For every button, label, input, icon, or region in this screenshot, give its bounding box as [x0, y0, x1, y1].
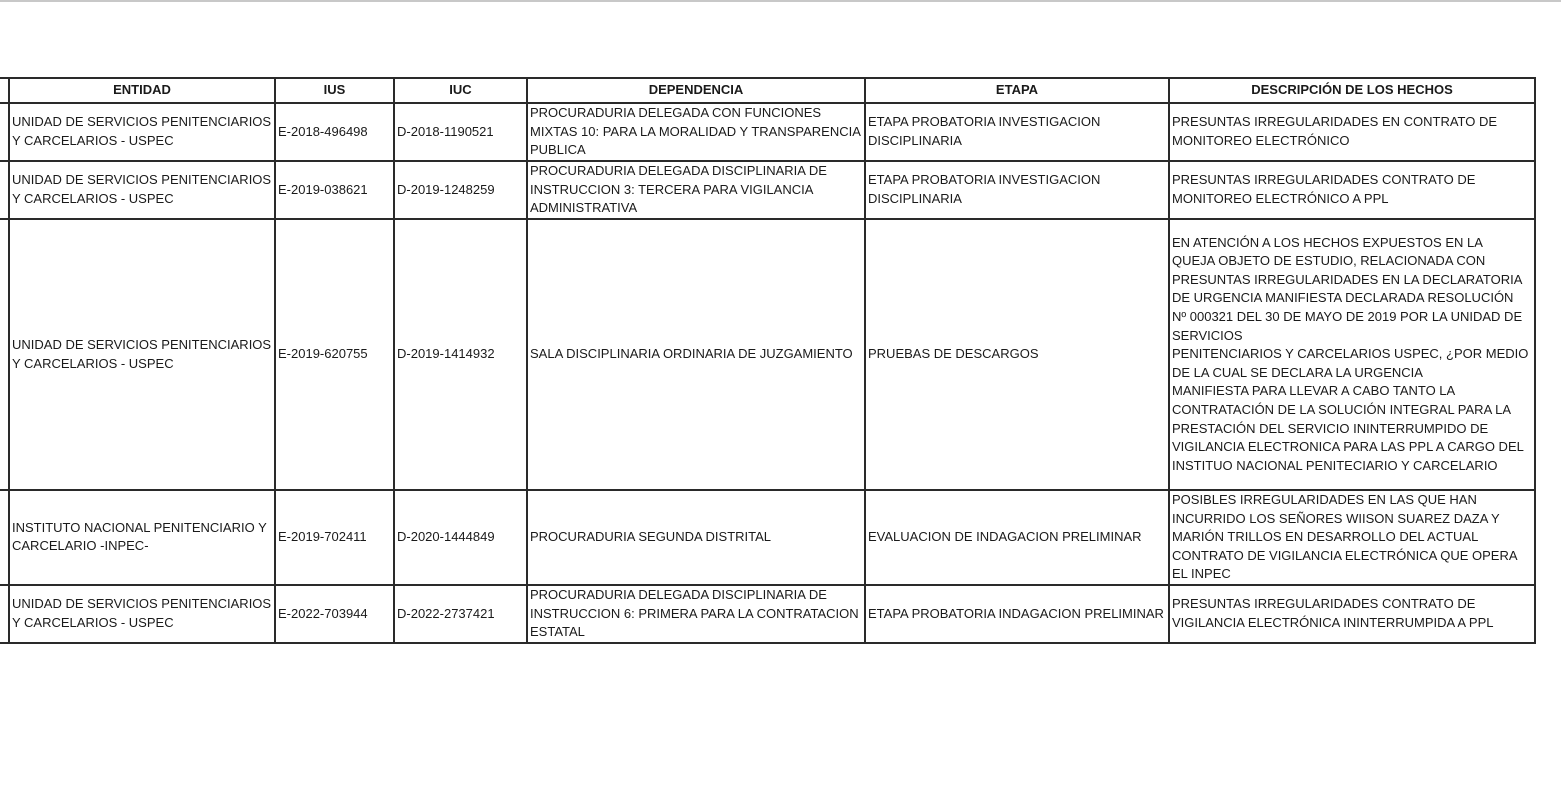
row-stub — [0, 103, 9, 161]
cell-iuc: D-2022-2737421 — [394, 585, 527, 643]
cell-descripcion: PRESUNTAS IRREGULARIDADES CONTRATO DE MONITOREO ELECTRÓNICO A PPL — [1169, 161, 1535, 219]
cell-entidad: UNIDAD DE SERVICIOS PENITENCIARIOS Y CARCELARIOS - USPEC — [9, 585, 275, 643]
cell-descripcion — [1169, 219, 1535, 490]
cell-dependencia: SALA DISCIPLINARIA ORDINARIA DE JUZGAMIENTO — [527, 219, 865, 490]
cell-dependencia: PROCURADURIA SEGUNDA DISTRITAL — [527, 490, 865, 585]
header-dependencia: DEPENDENCIA — [527, 78, 865, 103]
cell-dependencia: PROCURADURIA DELEGADA DISCIPLINARIA DE INSTRUCCION 3: TERCERA PARA VIGILANCIA ADMINISTRATIVA — [527, 161, 865, 219]
cell-ius: E-2019-620755 — [275, 219, 394, 490]
cell-iuc: D-2019-1248259 — [394, 161, 527, 219]
table-header-row — [0, 78, 1535, 103]
cell-descripcion: POSIBLES IRREGULARIDADES EN LAS QUE HAN INCURRIDO LOS SEÑORES WIISON SUAREZ DAZA Y MARIÓN TRILLOS EN DESARROLLO DEL ACTUAL CONTRATO DE VIGILANCIA ELECTRÓNICA QUE OPERA EL INPEC — [1169, 490, 1535, 585]
cell-etapa: EVALUACION DE INDAGACION PRELIMINAR — [865, 490, 1169, 585]
desc-line: EN ATENCIÓN A LOS HECHOS EXPUESTOS EN LA — [1172, 234, 1483, 250]
table-row — [0, 219, 1535, 490]
cell-dependencia: PROCURADURIA DELEGADA DISCIPLINARIA DE INSTRUCCION 6: PRIMERA PARA LA CONTRATACION ESTATAL — [527, 585, 865, 643]
desc-line: INSTITUO NACIONAL PENITECIARIO Y CARCELARIO — [1172, 457, 1498, 473]
cell-ius: E-2019-038621 — [275, 161, 394, 219]
desc-line: MANIFIESTA PARA LLEVAR A CABO TANTO LA — [1172, 383, 1456, 399]
table-row — [0, 103, 1535, 161]
table-row — [0, 585, 1535, 643]
row-stub — [0, 219, 9, 490]
desc-line: PENITENCIARIOS Y CARCELARIOS USPEC, ¿POR MEDIO — [1172, 346, 1529, 362]
cell-ius: E-2018-496498 — [275, 103, 394, 161]
cell-entidad: INSTITUTO NACIONAL PENITENCIARIO Y CARCELARIO -INPEC- — [9, 490, 275, 585]
header-ius: IUS — [275, 78, 394, 103]
desc-line: PRESUNTAS IRREGULARIDADES EN LA DECLARATORIA — [1172, 271, 1523, 287]
cell-etapa: ETAPA PROBATORIA INVESTIGACION DISCIPLINARIA — [865, 103, 1169, 161]
header-entidad: ENTIDAD — [9, 78, 275, 103]
table-row — [0, 490, 1535, 585]
cell-iuc: D-2018-1190521 — [394, 103, 527, 161]
header-iuc: IUC — [394, 78, 527, 103]
desc-line: PRESTACIÓN DEL SERVICIO ININTERRUMPIDO DE — [1172, 420, 1489, 436]
cell-etapa: PRUEBAS DE DESCARGOS — [865, 219, 1169, 490]
desc-line: DE LA CUAL SE DECLARA LA URGENCIA — [1172, 364, 1423, 380]
cell-entidad: UNIDAD DE SERVICIOS PENITENCIARIOS Y CARCELARIOS - USPEC — [9, 161, 275, 219]
cell-etapa: ETAPA PROBATORIA INDAGACION PRELIMINAR — [865, 585, 1169, 643]
row-stub — [0, 490, 9, 585]
row-stub — [0, 585, 9, 643]
desc-line: VIGILANCIA ELECTRONICA PARA LAS PPL A CARGO DEL — [1172, 439, 1524, 455]
desc-line: QUEJA OBJETO DE ESTUDIO, RELACIONADA CON — [1172, 253, 1486, 269]
cell-ius: E-2019-702411 — [275, 490, 394, 585]
cell-iuc: D-2019-1414932 — [394, 219, 527, 490]
desc-line: DE URGENCIA MANIFIESTA DECLARADA RESOLUCIÓN — [1172, 290, 1514, 306]
cell-descripcion: PRESUNTAS IRREGULARIDADES EN CONTRATO DE MONITOREO ELECTRÓNICO — [1169, 103, 1535, 161]
row-stub-header — [0, 78, 9, 103]
table-row — [0, 161, 1535, 219]
cell-ius: E-2022-703944 — [275, 585, 394, 643]
desc-line: Nº 000321 DEL 30 DE MAYO DE 2019 POR LA UNIDAD DE — [1172, 309, 1523, 325]
row-stub — [0, 161, 9, 219]
desc-line: SERVICIOS — [1172, 327, 1243, 343]
cell-iuc: D-2020-1444849 — [394, 490, 527, 585]
cell-entidad: UNIDAD DE SERVICIOS PENITENCIARIOS Y CARCELARIOS - USPEC — [9, 103, 275, 161]
cell-dependencia: PROCURADURIA DELEGADA CON FUNCIONES MIXTAS 10: PARA LA MORALIDAD Y TRANSPARENCIA PUBLICA — [527, 103, 865, 161]
cell-etapa: ETAPA PROBATORIA INVESTIGACION DISCIPLINARIA — [865, 161, 1169, 219]
header-descripcion: DESCRIPCIÓN DE LOS HECHOS — [1169, 78, 1535, 103]
report-table-container — [0, 77, 1536, 644]
desc-line: CONTRATACIÓN DE LA SOLUCIÓN INTEGRAL PARA LA — [1172, 401, 1512, 417]
disciplinary-cases-table — [0, 77, 1536, 644]
header-etapa: ETAPA — [865, 78, 1169, 103]
cell-entidad: UNIDAD DE SERVICIOS PENITENCIARIOS Y CARCELARIOS - USPEC — [9, 219, 275, 490]
cell-descripcion: PRESUNTAS IRREGULARIDADES CONTRATO DE VIGILANCIA ELECTRÓNICA ININTERRUMPIDA A PPL — [1169, 585, 1535, 643]
top-divider — [0, 0, 1561, 2]
